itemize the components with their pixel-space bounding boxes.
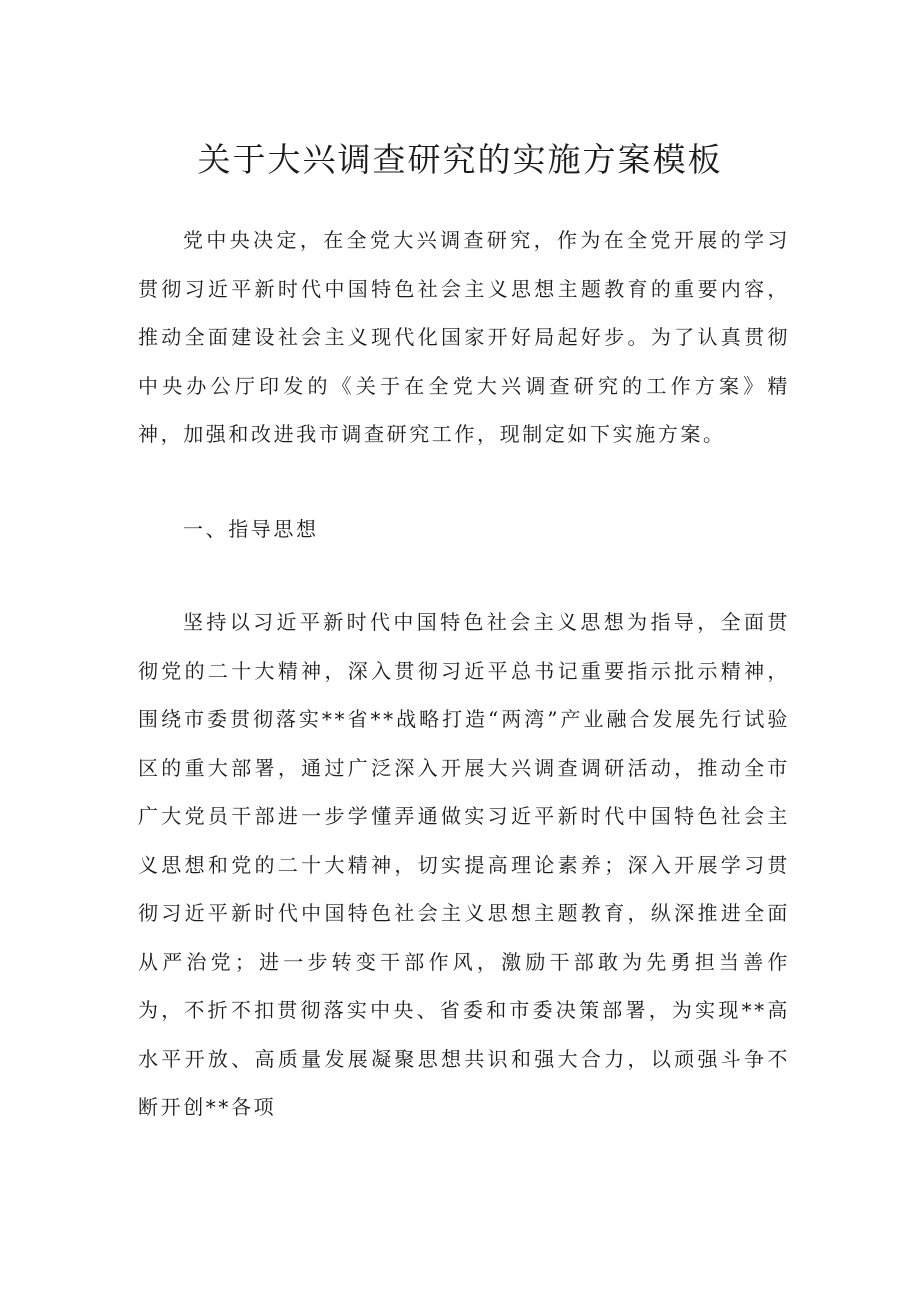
- document-title: 关于大兴调查研究的实施方案模板: [197, 140, 723, 179]
- section-heading-guiding-ideology: 一、指导思想: [183, 517, 319, 541]
- guiding-ideology-paragraph: 坚持以习近平新时代中国特色社会主义思想为指导，全面贯彻党的二十大精神，深入贯彻习近平总书记重要指示批示精神，围绕市委贯彻落实**省**战略打造“两湾”产业融合发展先行试验区的重大部署，通过广泛深入开展大兴调查调研活动，推动全市广大党员干部进一步学懂弄通做实习近平新时代中国特色社会主义思想和党的二十大精神，切实提高理论素养；深入开展学习贯彻习近平新时代中国特色社会主义思想主题教育，纵深推进全面从严治党；进一步转变干部作风，激励干部敢为先勇担当善作为，不折不扣贯彻落实中央、省委和市委决策部署，为实现**高水平开放、高质量发展凝聚思想共识和强大合力，以顽强斗争不断开创**各项: [138, 610, 790, 1119]
- intro-paragraph: 党中央决定，在全党大兴调查研究，作为在全党开展的学习贯彻习近平新时代中国特色社会主义思想主题教育的重要内容，推动全面建设社会主义现代化国家开好局起好步。为了认真贯彻中央办公厅印发的《关于在全党大兴调查研究的工作方案》精神，加强和改进我市调查研究工作，现制定如下实施方案。: [138, 228, 790, 446]
